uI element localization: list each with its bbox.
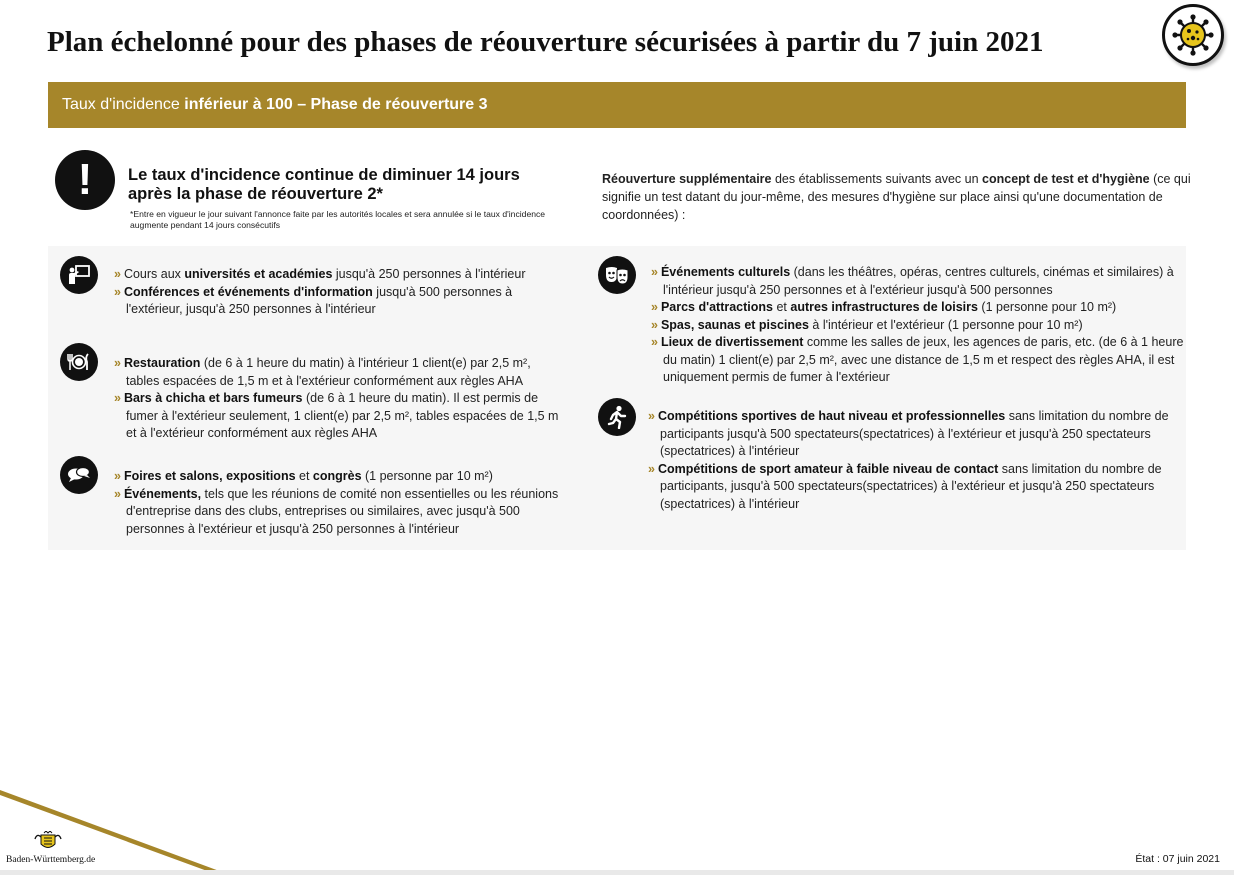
intro-text-2: (ce qui signifie un test datant du jour-même, des mesures d'hygiène sur place ainsi qu'une documentation de coordonnées) : bbox=[602, 172, 1191, 222]
phase-banner bbox=[48, 82, 1186, 128]
bottom-divider bbox=[0, 870, 1234, 875]
page-title: Plan échelonné pour des phases de réouverture sécurisées à partir du 7 juin 2021 bbox=[47, 26, 1044, 58]
virus-icon bbox=[1171, 13, 1215, 57]
list-item: » Spas, saunas et piscines à l'intérieur et l'extérieur (1 personne pour 10 m²) bbox=[651, 317, 1083, 332]
brand-logo-text: Baden-Württemberg.de bbox=[6, 855, 96, 865]
intro-bold-2: concept de test et d'hygiène bbox=[982, 172, 1150, 186]
status-date: État : 07 juin 2021 bbox=[1135, 853, 1220, 865]
theater-masks-icon bbox=[598, 256, 636, 294]
coat-of-arms-icon bbox=[33, 831, 63, 853]
running-person-icon bbox=[598, 398, 636, 436]
list-item: » Parcs d'attractions et autres infrastructures de loisirs (1 personne pour 10 m²) bbox=[651, 300, 1117, 314]
list-item: » Restauration (de 6 à 1 heure du matin) à l'intérieur 1 client(e) par 2,5 m², tables espacées de 1,5 m et à l'extérieur conformément aux règles AHA bbox=[114, 356, 531, 388]
left-block-education bbox=[114, 266, 564, 319]
intro-text-1: des établissements suivants avec un bbox=[771, 172, 983, 186]
restaurant-icon bbox=[60, 343, 98, 381]
list-item: » Événements, tels que les réunions de comité non essentielles ou les réunions d'entreprise dans des clubs, entreprises ou similaires, avec jusqu'à 500 personnes à l'extérieur et jusqu'à 250 personnes à l'intérieur bbox=[114, 486, 559, 536]
list-item: » Bars à chicha et bars fumeurs (de 6 à 1 heure du matin). Il est permis de fumer à l'extérieur seulement, 1 client(e) par 2,5 m², tables espacées de 1,5 m et à l'extérieur conformément aux règles AHA bbox=[114, 391, 559, 440]
alert-footnote: *Entre en vigueur le jour suivant l'annonce faite par les autorités locales et sera annulée si le taux d'incidence augmente pendant 14 jours consécutifs bbox=[130, 209, 546, 230]
list-item: » Conférences et événements d'information jusqu'à 500 personnes à l'extérieur, jusqu'à 250 personnes à l'intérieur bbox=[114, 284, 513, 316]
left-block-events bbox=[114, 468, 564, 538]
right-block-sport bbox=[648, 408, 1186, 513]
reopening-intro bbox=[602, 170, 1192, 224]
list-item: » Compétitions de sport amateur à faible niveau de contact sans limitation du nombre de participants, jusqu'à 500 spectateurs(spectatrices) à l'extérieur et jusqu'à 250 spectateurs (spectatrices) à l'intérieur bbox=[648, 461, 1162, 511]
phase-title: inférieur à 100 – Phase de réouverture 3 bbox=[184, 96, 488, 113]
left-block-restaurants bbox=[114, 355, 564, 443]
phase-prefix: Taux d'incidence bbox=[62, 96, 185, 113]
list-item: » Lieux de divertissement comme les salles de jeux, les agences de paris, etc. (de 6 à 1 heure du matin) 1 client(e) par 2,5 m², avec une distance de 1,5 m et respect des règles AHA, il est uniquement permis de fumer à l'extérieur bbox=[651, 335, 1184, 384]
list-item: » Compétitions sportives de haut niveau et professionnelles sans limitation du nombre de participants jusqu'à 500 spectateurs(spectatrices) à l'extérieur et jusqu'à 250 spectateurs (spectatrices) à l'intérieur bbox=[648, 409, 1169, 458]
intro-bold-1: Réouverture supplémentaire bbox=[602, 172, 772, 186]
list-item: » Foires et salons, expositions et congrès (1 personne par 10 m²) bbox=[114, 469, 493, 483]
alert-heading: Le taux d'incidence continue de diminuer 14 jours après la phase de réouverture 2* bbox=[128, 166, 520, 203]
list-item: » Cours aux universités et académies jusqu'à 250 personnes à l'intérieur bbox=[114, 267, 526, 281]
list-item: » Événements culturels (dans les théâtres, opéras, centres culturels, cinémas et similaires) à l'intérieur jusqu'à 250 personnes et à l'extérieur jusqu'à 500 personnes bbox=[651, 265, 1174, 297]
virus-badge bbox=[1162, 4, 1224, 66]
exclamation-icon: ! bbox=[55, 150, 115, 210]
right-block-culture bbox=[651, 264, 1186, 387]
lecture-icon bbox=[60, 256, 98, 294]
speech-bubbles-icon bbox=[60, 456, 98, 494]
